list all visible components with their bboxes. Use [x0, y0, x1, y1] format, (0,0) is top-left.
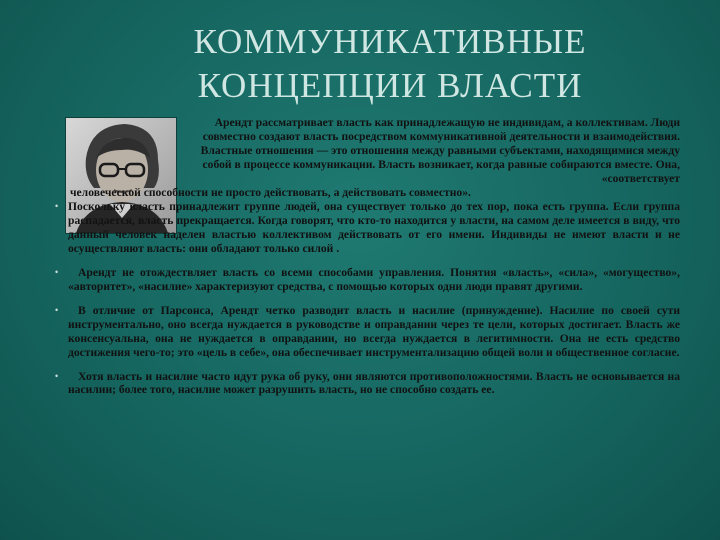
title-line-2: КОНЦЕПЦИИ ВЛАСТИ: [197, 66, 583, 105]
title-line-1: КОММУНИКАТИВНЫЕ: [193, 22, 587, 61]
bullet-text-2: Арендт не отождествляет власть со всеми способами управления. Понятия «власть», «сила», «могущество», «авторитет», «насилие» характеризуют средства, с помощью которых одни люди правят другими.: [68, 266, 680, 293]
bullet-marker: •: [55, 370, 59, 381]
intro-text-tail: человеческой способности не просто действовать, а действовать совместно».: [70, 185, 471, 199]
slide-body: [55, 116, 680, 397]
bullet-text-4: Хотя власть и насилие часто идут рука об руку, они являются противоположностями. Власть не основывается на насилии; более того, насилие может разрушить власть, но не способно создать ее.: [68, 369, 680, 397]
intro-text: Арендт рассматривает власть как принадлежащую не индивидам, а коллективам. Люди совместно создают власть посредством коммуникативной деятельности и взаимодействия. Властные отношения — это отношения между равными субъектами, находящимися между собой в процессе коммуникации. Власть возникает, когда равные собираются вместе. Она, «соответствует: [200, 116, 680, 185]
bullet-paragraph-1: [55, 200, 680, 256]
slide-title: [90, 20, 690, 108]
bullet-text-1: Поскольку власть принадлежит группе людей, она существует только до тех пор, пока есть группа. Если группа распадается, власть прекращается. Когда говорят, что кто-то находится у власти, на самом деле имеется в виду, что данный человек наделен властью коллективом действовать от его имени. Индивиды не имеют власти и не осуществляют власть: они обладают только силой .: [68, 200, 680, 256]
bullet-marker: •: [55, 201, 59, 212]
bullet-text-3: В отличие от Парсонса, Арендт четко разводит власть и насилие (принуждение). Насилие по своей сути инструментально, оно всегда нуждается в руководстве и оправдании через те цели, которых достигает. Власть же консенсуальна, она не нуждается в оправдании, но всегда нуждается в легитимности. Она не есть средство достижения чего-то; это «цель в себе», она обеспечивает инструментализацию общей воли и общественное согласие.: [68, 303, 680, 359]
bullet-marker: •: [55, 304, 59, 315]
bullet-marker: •: [55, 267, 59, 278]
intro-paragraph: [68, 116, 680, 199]
bullet-paragraph-4: [55, 369, 680, 398]
bullet-paragraph-2: [55, 266, 680, 294]
bullet-paragraph-3: [55, 303, 680, 360]
